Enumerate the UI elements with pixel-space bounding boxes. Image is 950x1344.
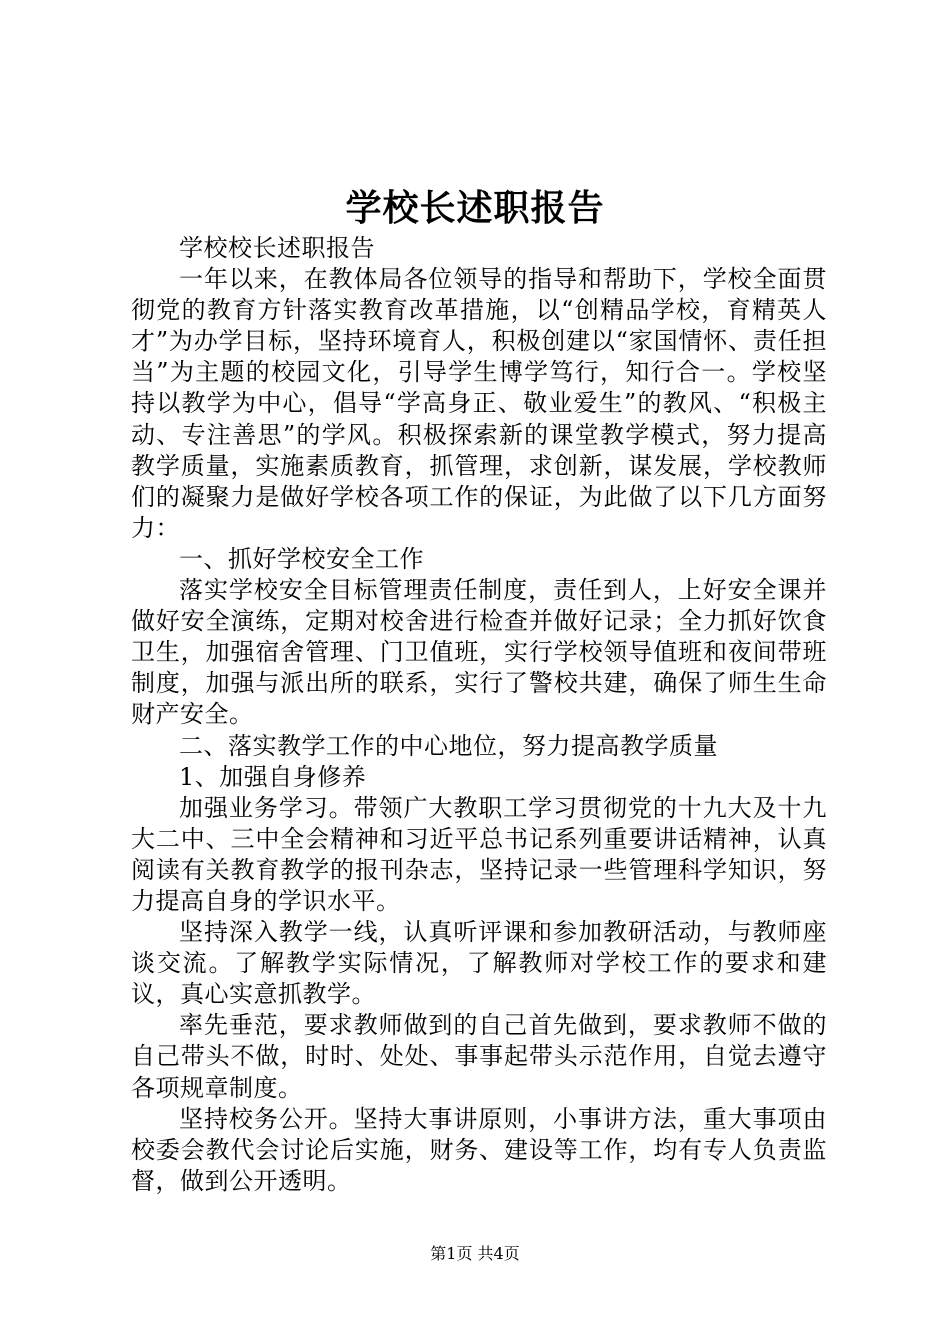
paragraph-teaching-frontline: 坚持深入教学一线，认真听评课和参加教研活动，与教师座谈交流。了解教学实际情况，了解教师对学校工作的要求和建议，真心实意抓教学。 xyxy=(131,918,827,1009)
document-title: 学校长述职报告 xyxy=(345,187,605,229)
section-heading-safety: 一、抓好学校安全工作 xyxy=(179,544,424,573)
document-body xyxy=(131,233,827,1197)
paragraph-intro: 一年以来，在教体局各位领导的指导和帮助下，学校全面贯彻党的教育方针落实教育改革措施，以“创精品学校，育精英人才”为办学目标，坚持环境育人，积极创建以“家国情怀、责任担当”为主题的校园文化，引导学生博学笃行，知行合一。学校坚持以教学为中心，倡导“学高身正、敬业爱生”的教风、“积极主动、专注善思”的学风。积极探索新的课堂教学模式，努力提高教学质量，实施素质教育，抓管理，求创新，谋发展，学校教师们的凝聚力是做好学校各项工作的保证，为此做了以下几方面努力： xyxy=(131,265,827,542)
subsection-heading-self-cultivation: 1、加强自身修养 xyxy=(179,762,367,791)
section-heading-teaching: 二、落实教学工作的中心地位，努力提高教学质量 xyxy=(179,731,718,760)
paragraph-business-study: 加强业务学习。带领广大教职工学习贯彻党的十九大及十九大二中、三中全会精神和习近平总书记系列重要讲话精神，认真阅读有关教育教学的报刊杂志，坚持记录一些管理科学知识，努力提高自身的学识水平。 xyxy=(131,793,827,915)
page-footer: 第1页 共4页 xyxy=(430,1244,520,1263)
paragraph-transparency: 坚持校务公开。坚持大事讲原则，小事讲方法，重大事项由校委会教代会讨论后实施，财务、建设等工作，均有专人负责监督，做到公开透明。 xyxy=(131,1104,827,1195)
paragraph-subtitle: 学校校长述职报告 xyxy=(179,234,375,262)
paragraph-lead-by-example: 率先垂范，要求教师做到的自己首先做到，要求教师不做的自己带头不做，时时、处处、事事起带头示范作用，自觉去遵守各项规章制度。 xyxy=(131,1011,827,1102)
paragraph-safety: 落实学校安全目标管理责任制度，责任到人，上好安全课并做好安全演练，定期对校舍进行检查并做好记录；全力抓好饮食卫生，加强宿舍管理、门卫值班，实行学校领导值班和夜间带班制度，加强与派出所的联系，实行了警校共建，确保了师生生命财产安全。 xyxy=(131,576,827,729)
